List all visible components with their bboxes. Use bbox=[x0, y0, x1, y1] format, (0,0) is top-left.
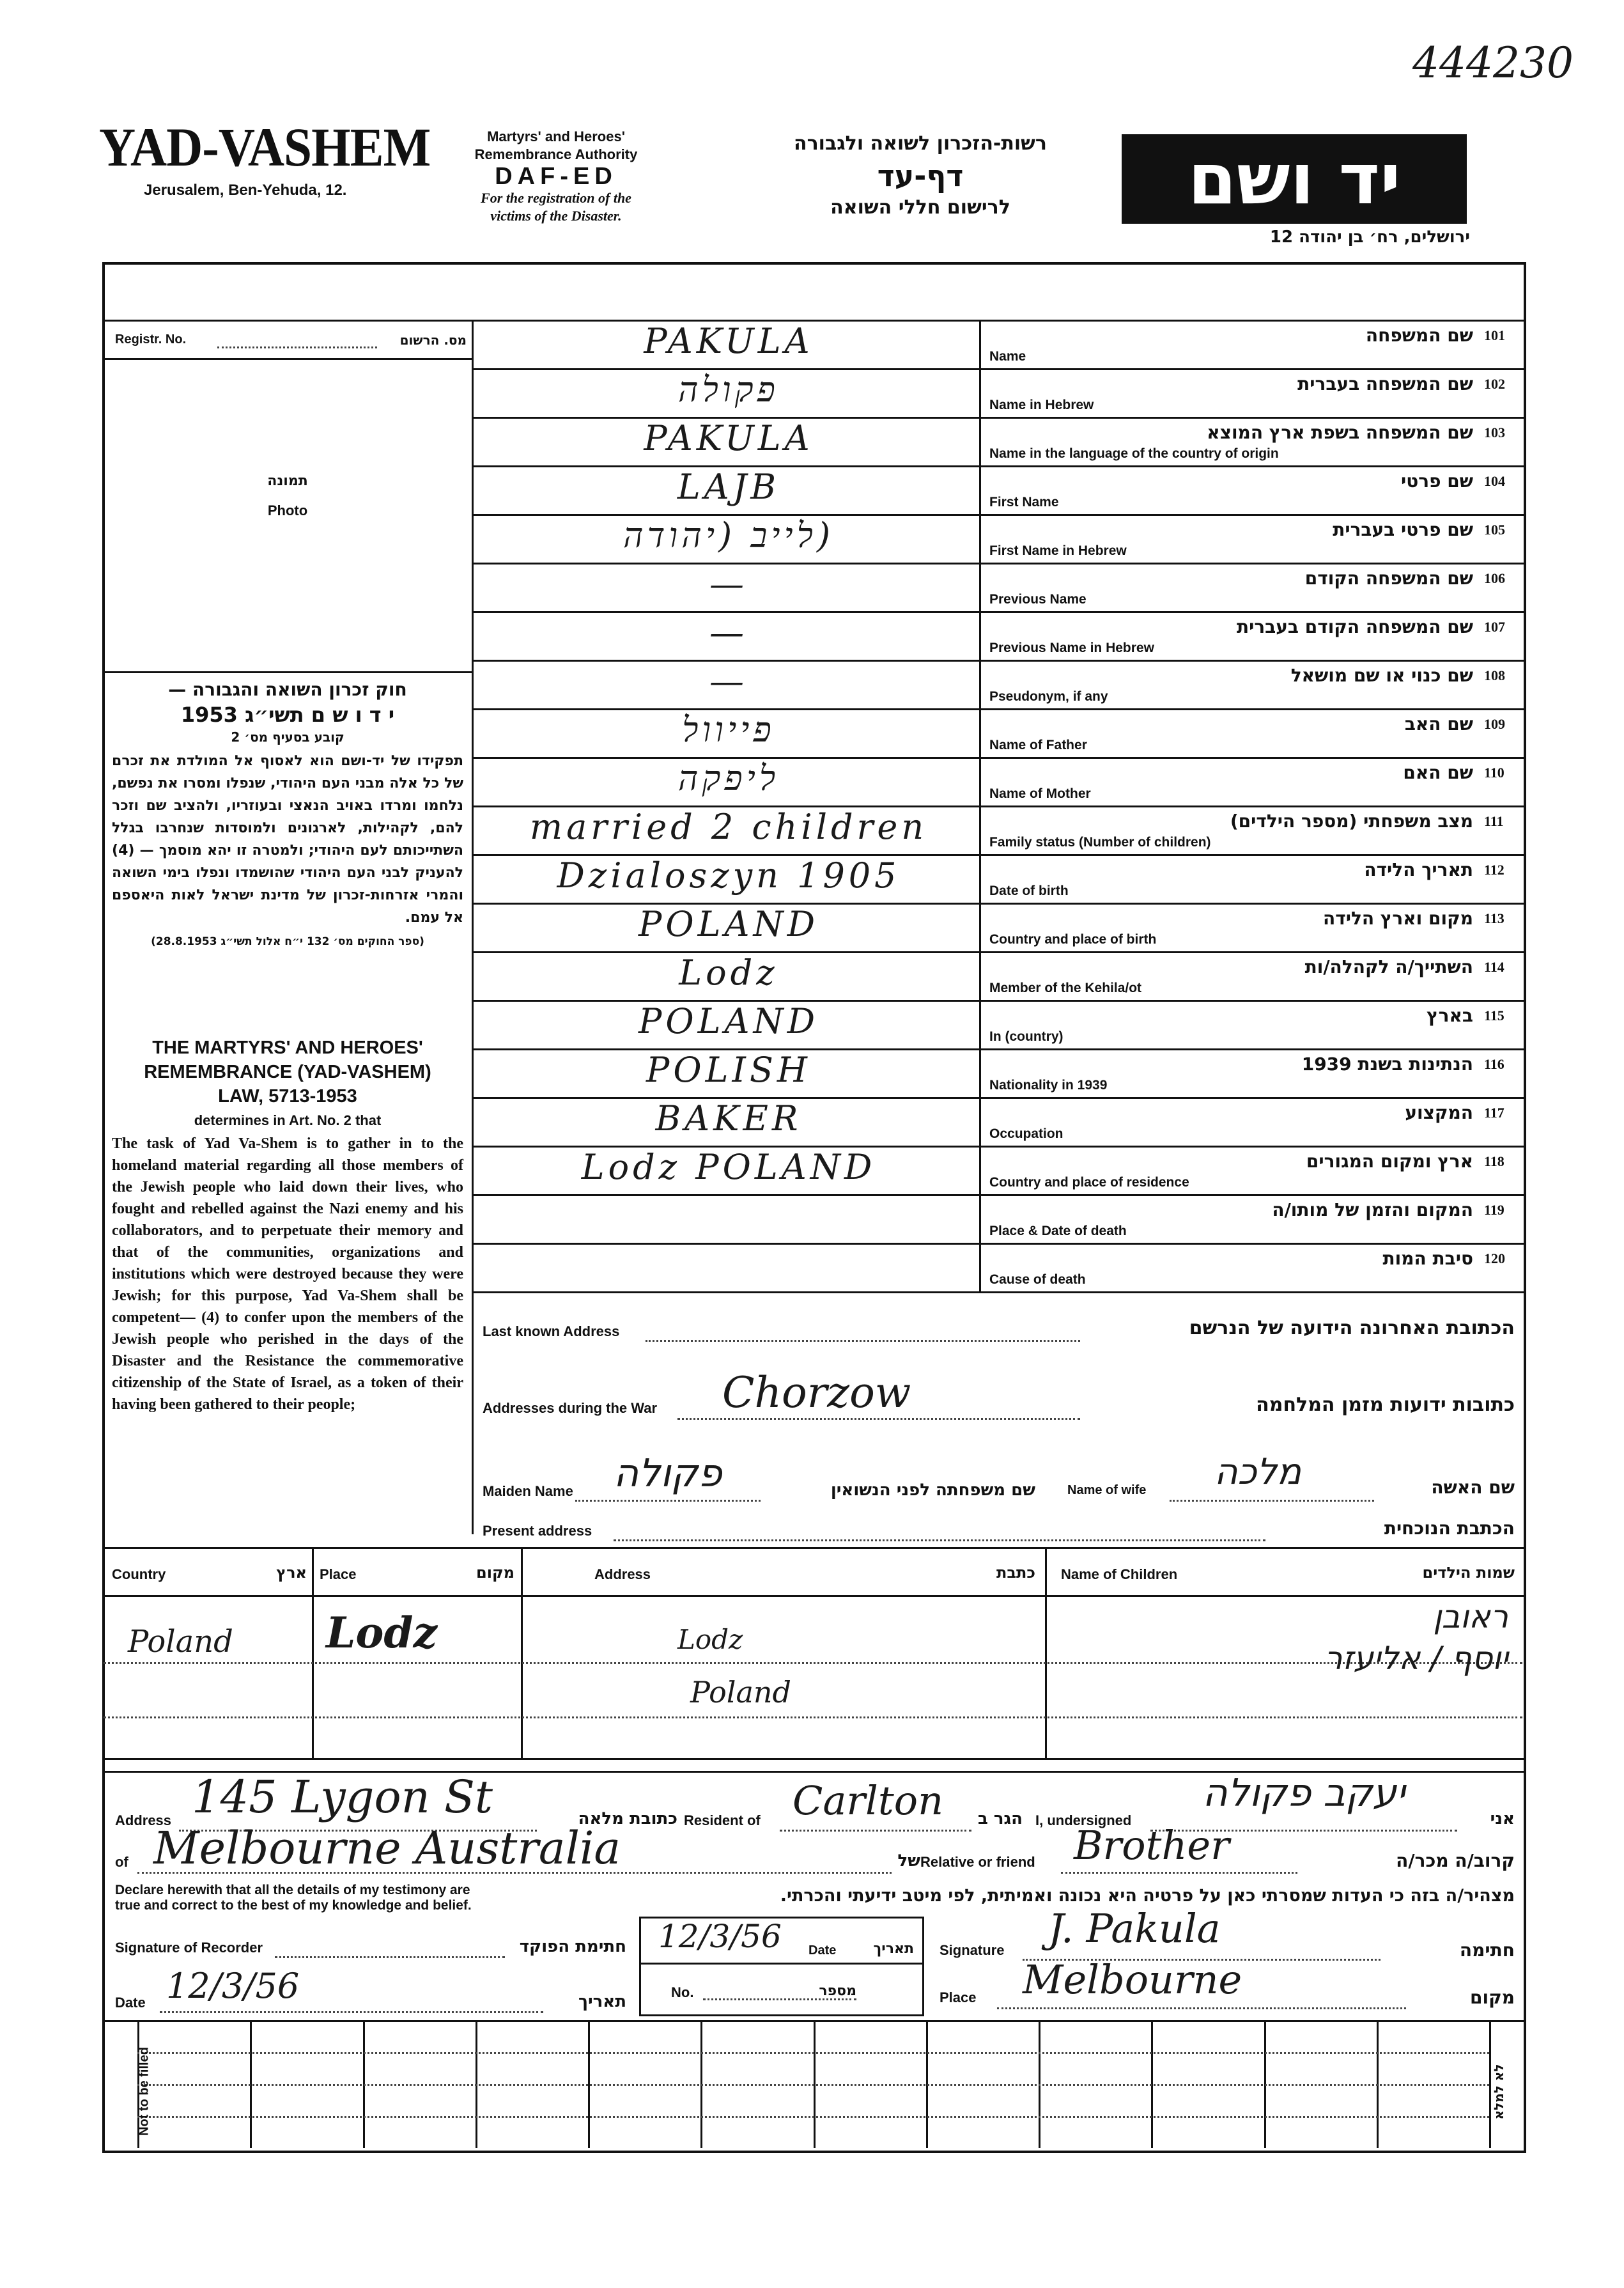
field-label-en: Previous Name bbox=[989, 592, 1087, 607]
field-label-he: ארץ ומקום המגורים bbox=[1306, 1151, 1473, 1172]
law-en-subtitle: determines in Art. No. 2 that bbox=[194, 1112, 382, 1128]
law-hebrew bbox=[112, 679, 463, 948]
signature-label: Signature bbox=[940, 1942, 1005, 1958]
decl-undersigned-label: I, undersigned bbox=[1035, 1812, 1132, 1828]
field-label-en: In (country) bbox=[989, 1029, 1063, 1044]
addr-top-line bbox=[472, 1291, 1524, 1293]
wife-name-label-he: שם האשה bbox=[1431, 1477, 1515, 1498]
footer-side-right: לא למלא bbox=[1491, 2064, 1506, 2120]
footer-side-left: Not to be filled bbox=[137, 2047, 151, 2136]
field-number: 111 bbox=[1484, 813, 1504, 829]
left-column-divider bbox=[472, 320, 474, 1534]
war-address-value[interactable]: Chorzow bbox=[722, 1368, 911, 1417]
decl-relative-value[interactable]: Brother bbox=[1074, 1822, 1230, 1869]
place-value[interactable]: Melbourne bbox=[1023, 1956, 1242, 2003]
field-label-he: שם פרטי bbox=[1400, 471, 1473, 492]
header-address-he: ירושלים, רח׳ בן יהודה 12 bbox=[1269, 228, 1470, 247]
photo-label-he: תמונה bbox=[267, 473, 308, 489]
last-known-label: Last known Address bbox=[483, 1323, 620, 1339]
war-address-label: Addresses during the War bbox=[483, 1400, 658, 1416]
field-label-he: המקצוע bbox=[1405, 1102, 1473, 1123]
children-col-2 bbox=[521, 1547, 523, 1758]
field-label-he: שם המשפחה בעברית bbox=[1297, 373, 1473, 394]
law-he-footnote: (ספר החוקים מס׳ 132 י״ח אלול תשי״ג 28.8.1953) bbox=[151, 935, 424, 948]
children-place-he: מקום bbox=[476, 1564, 514, 1582]
field-value-104[interactable]: LAJB bbox=[677, 467, 780, 507]
wife-name-value[interactable]: מלכה bbox=[1214, 1451, 1302, 1493]
field-label-en: Date of birth bbox=[989, 883, 1069, 898]
signature-value[interactable]: J. Pakula bbox=[1048, 1905, 1221, 1952]
field-number: 107 bbox=[1484, 619, 1505, 635]
wife-dots bbox=[1170, 1500, 1374, 1502]
children-names-value-1[interactable]: ראובן bbox=[1433, 1598, 1508, 1635]
field-number: 117 bbox=[1484, 1105, 1504, 1121]
field-label-en: Occupation bbox=[989, 1126, 1063, 1141]
purpose-line-1: For the registration of the bbox=[481, 190, 631, 206]
field-number: 105 bbox=[1484, 522, 1505, 538]
field-value-102[interactable]: פקולה bbox=[678, 370, 779, 410]
office-box-date-value[interactable]: 12/3/56 bbox=[658, 1918, 782, 1955]
field-number: 108 bbox=[1484, 667, 1505, 683]
field-label-he: הנתינות בשנת 1939 bbox=[1301, 1054, 1473, 1075]
children-col-3 bbox=[1045, 1547, 1047, 1758]
present-address-label: Present address bbox=[483, 1523, 592, 1539]
children-place-value[interactable]: Lodz bbox=[326, 1608, 438, 1658]
field-number: 110 bbox=[1484, 765, 1504, 781]
field-label-en: Name in the language of the country of origin bbox=[989, 446, 1279, 461]
field-value-112[interactable]: Dzialoszyn 1905 bbox=[557, 855, 901, 896]
children-country-value[interactable]: Poland bbox=[128, 1624, 233, 1660]
field-value-117[interactable]: BAKER bbox=[655, 1098, 802, 1139]
place-label-he: מקום bbox=[1470, 1987, 1515, 2008]
footer-grid-row bbox=[137, 2084, 1489, 2086]
field-value-116[interactable]: POLISH bbox=[646, 1050, 811, 1090]
place-dots bbox=[997, 2007, 1406, 2009]
office-box-date-label: Date bbox=[808, 1943, 837, 1957]
field-label-he: בארץ bbox=[1427, 1005, 1473, 1026]
field-label-he: תאריך הלידה bbox=[1364, 859, 1473, 880]
law-he-subtitle: קובע בסעיף מס׳ 2 bbox=[231, 729, 344, 745]
decl-relative-dots bbox=[1061, 1872, 1297, 1874]
children-address-en: Address bbox=[594, 1566, 651, 1582]
field-label-en: Pseudonym, if any bbox=[989, 689, 1108, 704]
field-label-he: המקום והזמן של מותו/ה bbox=[1272, 1199, 1473, 1220]
header-authority-en bbox=[447, 128, 665, 225]
field-label-he: שם המשפחה bbox=[1365, 325, 1473, 346]
field-value-109[interactable]: פייוול bbox=[682, 710, 775, 750]
field-label-en: Place & Date of death bbox=[989, 1224, 1127, 1238]
field-value-118[interactable]: Lodz POLAND bbox=[581, 1147, 876, 1187]
field-number: 119 bbox=[1484, 1202, 1504, 1218]
decl-of-label-he: של bbox=[897, 1851, 920, 1871]
header-address-en: Jerusalem, Ben-Yehuda, 12. bbox=[144, 182, 347, 199]
field-label-en: Name in Hebrew bbox=[989, 398, 1094, 412]
field-value-101[interactable]: PAKULA bbox=[644, 321, 814, 361]
decl-statement-he: מצהיר/ה בזה כי העדות שמסרתי כאן על פרטיה היא נכונה ואמיתית, לפי מיטב ידיעתי והכרתי. bbox=[780, 1886, 1515, 1906]
registr-line bbox=[102, 358, 473, 360]
maiden-name-label: Maiden Name bbox=[483, 1483, 573, 1499]
daf-ed-he: דף-עד bbox=[877, 159, 964, 193]
law-en-body: The task of Yad Va-Shem is to gather in to the homeland material regarding all those members of the Jewish people who laid down their lives, who fought and rebelled against the Nazi enemy and his collaborators, and to perpetuate their memory and that of the communities, organizations and institutions which were destroyed because they were Jewish; for this purpose, Yad Va-Shem shall be competent— (4) to confer upon the members of the Jewish people who perished in the days of the Disaster and the Resistance the commemorative citizenship of the State of Israel, as a token of their having been gathered to their people; bbox=[112, 1135, 463, 1413]
field-number: 115 bbox=[1484, 1008, 1504, 1023]
decl-of-value[interactable]: Melbourne Australia bbox=[153, 1822, 621, 1874]
law-en-title-1: THE MARTYRS' AND HEROES' bbox=[152, 1038, 423, 1058]
field-number: 106 bbox=[1484, 570, 1505, 586]
decl-resident-label-he: הגר ב bbox=[977, 1809, 1023, 1828]
field-value-105[interactable]: (לייב (יהודה bbox=[623, 515, 835, 556]
daf-ed-label: DAF-ED bbox=[495, 163, 617, 190]
field-label-he: סיבת המות bbox=[1382, 1248, 1473, 1269]
war-address-label-he: כתובות ידועות מזמן המלחמה bbox=[1256, 1394, 1515, 1416]
decl-address-label: Address bbox=[115, 1812, 172, 1828]
photo-label-en: Photo bbox=[267, 502, 308, 518]
field-value-106[interactable]: — bbox=[709, 564, 748, 604]
decl-relative-label: Relative or friend bbox=[920, 1854, 1035, 1870]
field-value-120[interactable] bbox=[486, 1240, 971, 1289]
law-he-title-1: חוק זכרון השואה והגבורה — bbox=[168, 679, 407, 700]
field-label-he: שם המשפחה בשפת ארץ המוצא bbox=[1207, 422, 1473, 443]
decl-resident-label: Resident of bbox=[684, 1812, 761, 1828]
office-box-date-label-he: תאריך bbox=[873, 1941, 914, 1957]
field-number: 116 bbox=[1484, 1056, 1504, 1072]
field-number: 120 bbox=[1484, 1250, 1505, 1266]
law-he-body: תפקידו של יד-ושם הוא לאסוף אל המולדת את זכרם של כל אלה מבני העם היהודי, שנפלו ומסרו את נפשם, נלחמו ומרדו באויב הנאצי ובעוזריו, ולהציב שם וזכר להם, לקהילות, לארגונים ולמוסדות שנחרבו בגלל השתייכותם לעם היהודי; ולמטרה זו יהא מוסמך — (4) להעניק לבני העם היהודי שהושמדו ונפלו בימי השואה והמרי אזרחות-זכרון של מדינת ישראל לאות היאספם אל עמם. bbox=[112, 753, 463, 926]
footer-grid-row bbox=[137, 2116, 1489, 2118]
field-number: 104 bbox=[1484, 473, 1505, 489]
law-en-title-2: REMEMBRANCE (YAD-VASHEM) bbox=[144, 1062, 431, 1082]
field-label-he: שם פרטי בעברית bbox=[1333, 519, 1473, 540]
law-he-title-2: י ד ו ש ם תשי״ג 1953 bbox=[180, 703, 395, 727]
children-address-he: כתבת bbox=[996, 1564, 1035, 1582]
field-value-113[interactable]: POLAND bbox=[638, 904, 819, 944]
field-label-en: Country and place of birth bbox=[989, 932, 1157, 947]
field-label-he: שם המשפחה הקודם bbox=[1304, 568, 1473, 589]
field-label-en: Name of Father bbox=[989, 738, 1087, 752]
decl-date-dots bbox=[160, 2011, 543, 2013]
authority-he: רשות-הזכרון לשואה ולגבורה bbox=[794, 132, 1047, 155]
field-label-en: Member of the Kehila/ot bbox=[989, 981, 1142, 995]
field-value-111[interactable]: married 2 children bbox=[529, 807, 928, 847]
maiden-name-value[interactable]: פקולה bbox=[614, 1451, 722, 1496]
decl-address-label-he: כתובת מלאה bbox=[578, 1809, 677, 1828]
maiden-dots bbox=[575, 1500, 761, 1502]
field-label-he: מצב משפחתי (מספר הילדים) bbox=[1230, 811, 1473, 832]
signature-label-he: חתימה bbox=[1459, 1940, 1515, 1961]
decl-undersigned-value[interactable]: יעקב פקולה bbox=[1202, 1771, 1405, 1816]
field-number: 114 bbox=[1484, 959, 1504, 975]
field-label-en: First Name bbox=[989, 495, 1059, 510]
field-label-he: מקום וארץ הלידה bbox=[1323, 908, 1473, 929]
office-box-divider bbox=[639, 1963, 924, 1965]
maiden-name-label-he: שם משפחתה לפני הנשואין bbox=[830, 1481, 1035, 1500]
field-value-114[interactable]: Lodz bbox=[679, 953, 778, 993]
recorder-signature-label-he: חתימת הפוקד bbox=[519, 1937, 626, 1956]
children-col-1 bbox=[312, 1547, 314, 1758]
children-dots-2 bbox=[104, 1716, 1522, 1718]
decl-date-label: Date bbox=[115, 1995, 146, 2011]
yad-vashem-title: YAD-VASHEM bbox=[99, 116, 431, 178]
office-box-no-label-he: מספר bbox=[819, 1983, 856, 1999]
field-number: 118 bbox=[1484, 1153, 1504, 1169]
footer-grid-row bbox=[137, 2052, 1489, 2054]
decl-resident-value[interactable]: Carlton bbox=[793, 1777, 944, 1824]
field-label-he: שם כנוי או שם מושאל bbox=[1290, 665, 1473, 686]
children-names-en: Name of Children bbox=[1061, 1566, 1178, 1582]
present-dots bbox=[614, 1539, 1265, 1541]
children-place-en: Place bbox=[320, 1566, 357, 1582]
field-label-en: Country and place of residence bbox=[989, 1175, 1189, 1190]
children-top-line bbox=[102, 1547, 1524, 1549]
children-address-value-2[interactable]: Poland bbox=[690, 1675, 791, 1709]
yad-vashem-logo: יד ושם bbox=[1122, 134, 1467, 224]
field-label-en: Name bbox=[989, 349, 1026, 364]
decl-undersigned-label-he: אני bbox=[1490, 1809, 1515, 1828]
registr-label-he: מס. הרשום bbox=[399, 332, 467, 348]
decl-date-value[interactable]: 12/3/56 bbox=[166, 1966, 300, 2006]
children-country-he: ארץ bbox=[276, 1564, 307, 1582]
wife-name-label: Name of wife bbox=[1067, 1483, 1147, 1497]
present-address-label-he: הכתבת הנוכחית bbox=[1384, 1518, 1515, 1539]
field-number: 113 bbox=[1484, 910, 1504, 926]
field-label-he: שם האם bbox=[1403, 762, 1473, 783]
decl-resident-dots bbox=[780, 1830, 971, 1832]
law-english bbox=[112, 1036, 463, 1415]
field-value-107[interactable]: — bbox=[709, 612, 748, 653]
field-label-en: Name of Mother bbox=[989, 786, 1091, 801]
last-known-label-he: הכתובת האחרונה הידועה של הנרשם bbox=[1189, 1317, 1515, 1339]
registr-dots bbox=[217, 346, 377, 348]
field-number: 101 bbox=[1484, 327, 1505, 343]
war-address-dots bbox=[677, 1418, 1080, 1420]
decl-statement-en: Declare herewith that all the details of my testimony are true and correct to the best of my knowledge and belief. bbox=[115, 1883, 472, 1913]
field-number: 102 bbox=[1484, 376, 1505, 392]
children-bottom-line bbox=[102, 1758, 1524, 1760]
registr-label-en: Registr. No. bbox=[115, 332, 187, 346]
field-label-en: Cause of death bbox=[989, 1272, 1086, 1287]
field-value-110[interactable]: ליפקה bbox=[677, 758, 780, 798]
field-label-he: השתייך/ה לקהלה/ות bbox=[1304, 956, 1473, 977]
children-names-value-2[interactable]: יוסף / אליעזר bbox=[1324, 1640, 1508, 1677]
field-label-he: שם המשפחה הקודם בעברית bbox=[1236, 616, 1473, 637]
field-number: 103 bbox=[1484, 424, 1505, 440]
purpose-he: לרישום חללי השואה bbox=[830, 196, 1010, 219]
office-box-no-label: No. bbox=[671, 1984, 694, 2000]
authority-line-2: Remembrance Authority bbox=[474, 146, 638, 162]
children-country-en: Country bbox=[112, 1566, 166, 1582]
children-names-he: שמות הילדים bbox=[1422, 1564, 1515, 1582]
field-label-he: שם האב bbox=[1404, 713, 1473, 735]
field-number: 112 bbox=[1484, 862, 1504, 878]
last-known-dots bbox=[646, 1340, 1080, 1342]
field-value-108[interactable]: — bbox=[709, 661, 748, 701]
field-value-119[interactable] bbox=[486, 1192, 971, 1240]
recorder-dots bbox=[275, 1956, 505, 1958]
children-address-value-1[interactable]: Lodz bbox=[677, 1624, 743, 1655]
children-header-line bbox=[102, 1595, 1524, 1597]
decl-relative-label-he: קרוב/ה מכר/ה bbox=[1396, 1850, 1515, 1871]
place-label: Place bbox=[940, 1989, 977, 2005]
decl-date-label-he: תאריך bbox=[578, 1992, 626, 2011]
stamp-number: 444230 bbox=[1412, 38, 1574, 88]
field-label-en: First Name in Hebrew bbox=[989, 543, 1127, 558]
decl-of-label: of bbox=[115, 1854, 128, 1870]
field-label-en: Family status (Number of children) bbox=[989, 835, 1211, 850]
field-number: 109 bbox=[1484, 716, 1505, 732]
recorder-signature-label: Signature of Recorder bbox=[115, 1940, 263, 1956]
field-label-en: Nationality in 1939 bbox=[989, 1078, 1108, 1093]
law-en-title-3: LAW, 5713-1953 bbox=[218, 1086, 357, 1107]
header-authority-he bbox=[754, 128, 1087, 224]
field-value-103[interactable]: PAKULA bbox=[644, 418, 814, 458]
photo-bottom-line bbox=[102, 671, 473, 673]
authority-line-1: Martyrs' and Heroes' bbox=[487, 128, 625, 144]
field-value-115[interactable]: POLAND bbox=[638, 1001, 819, 1041]
decl-address-value[interactable]: 145 Lygon St bbox=[192, 1771, 493, 1823]
purpose-line-2: victims of the Disaster. bbox=[490, 208, 622, 224]
field-label-en: Previous Name in Hebrew bbox=[989, 641, 1154, 655]
